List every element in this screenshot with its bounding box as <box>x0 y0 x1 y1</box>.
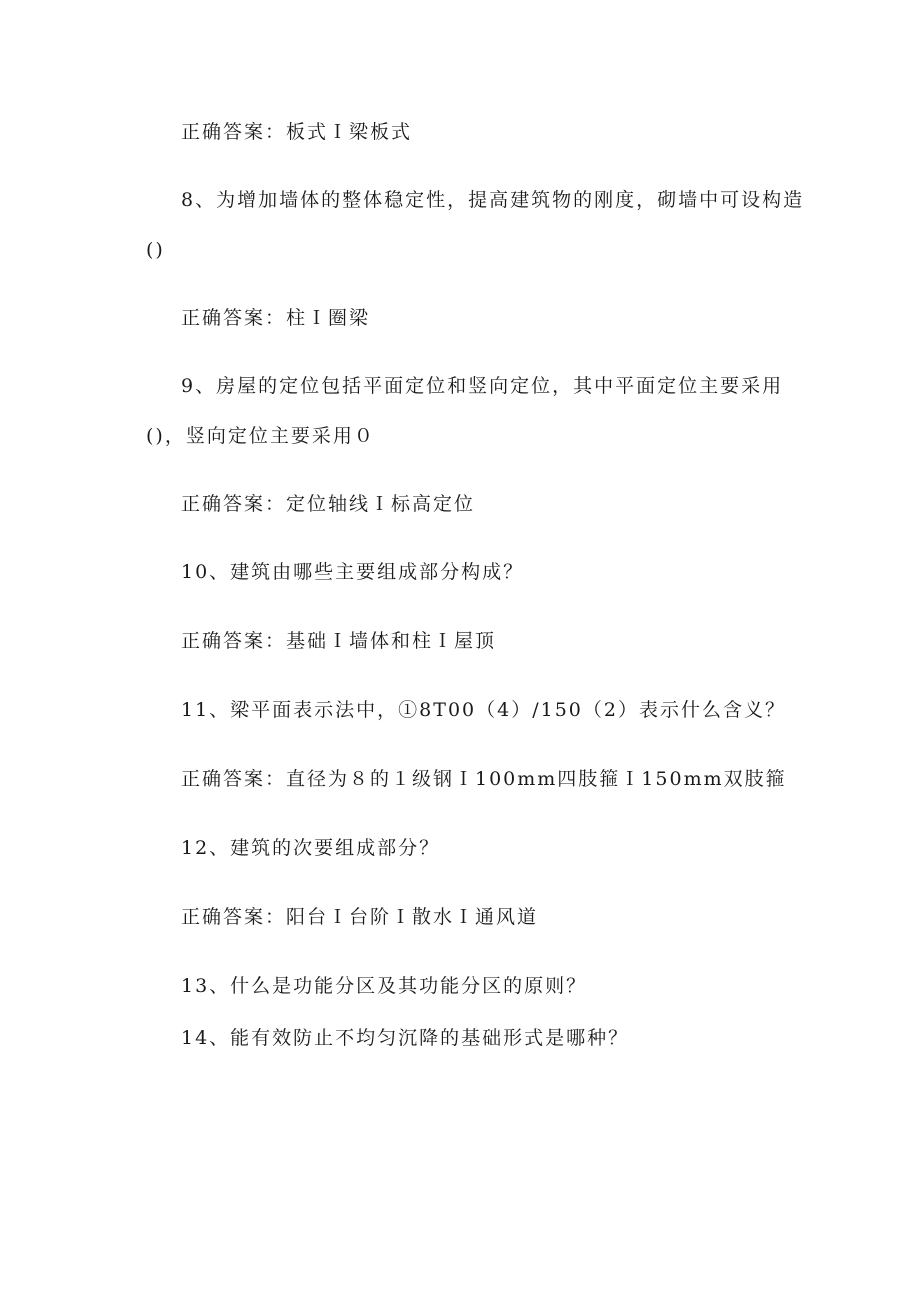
answer-text: 正确答案：直径为８的１级钢Ｉ100mm四肢箍Ｉ150mm双肢箍 <box>181 768 787 790</box>
answer-text: 正确答案：定位轴线Ｉ标高定位 <box>181 493 476 515</box>
answer-text: 正确答案：柱Ｉ圈梁 <box>181 307 371 329</box>
question-text: 9、房屋的定位包括平面定位和竖向定位，其中平面定位主要采用 <box>181 375 784 397</box>
answer-text: 正确答案：基础Ｉ墙体和柱Ｉ屋顶 <box>181 630 497 652</box>
question-text: 10、建筑由哪些主要组成部分构成？ <box>181 561 525 583</box>
question-text: 11、梁平面表示法中，①8T00（4）/150（2）表示什么含义？ <box>181 699 786 721</box>
question-continuation: () <box>146 239 165 261</box>
question-text: 8、为增加墙体的整体稳定性，提高建筑物的刚度，砌墙中可设构造 <box>181 189 805 211</box>
answer-text: 正确答案：板式Ｉ梁板式 <box>181 121 413 143</box>
question-text: 12、建筑的次要组成部分？ <box>181 837 441 859</box>
question-text: 13、什么是功能分区及其功能分区的原则？ <box>181 975 588 997</box>
question-text: 14、能有效防止不均匀沉降的基础形式是哪种？ <box>181 1027 630 1049</box>
answer-text: 正确答案：阳台Ｉ台阶Ｉ散水Ｉ通风道 <box>181 906 539 928</box>
question-continuation: ()，竖向定位主要采用０ <box>146 425 375 447</box>
